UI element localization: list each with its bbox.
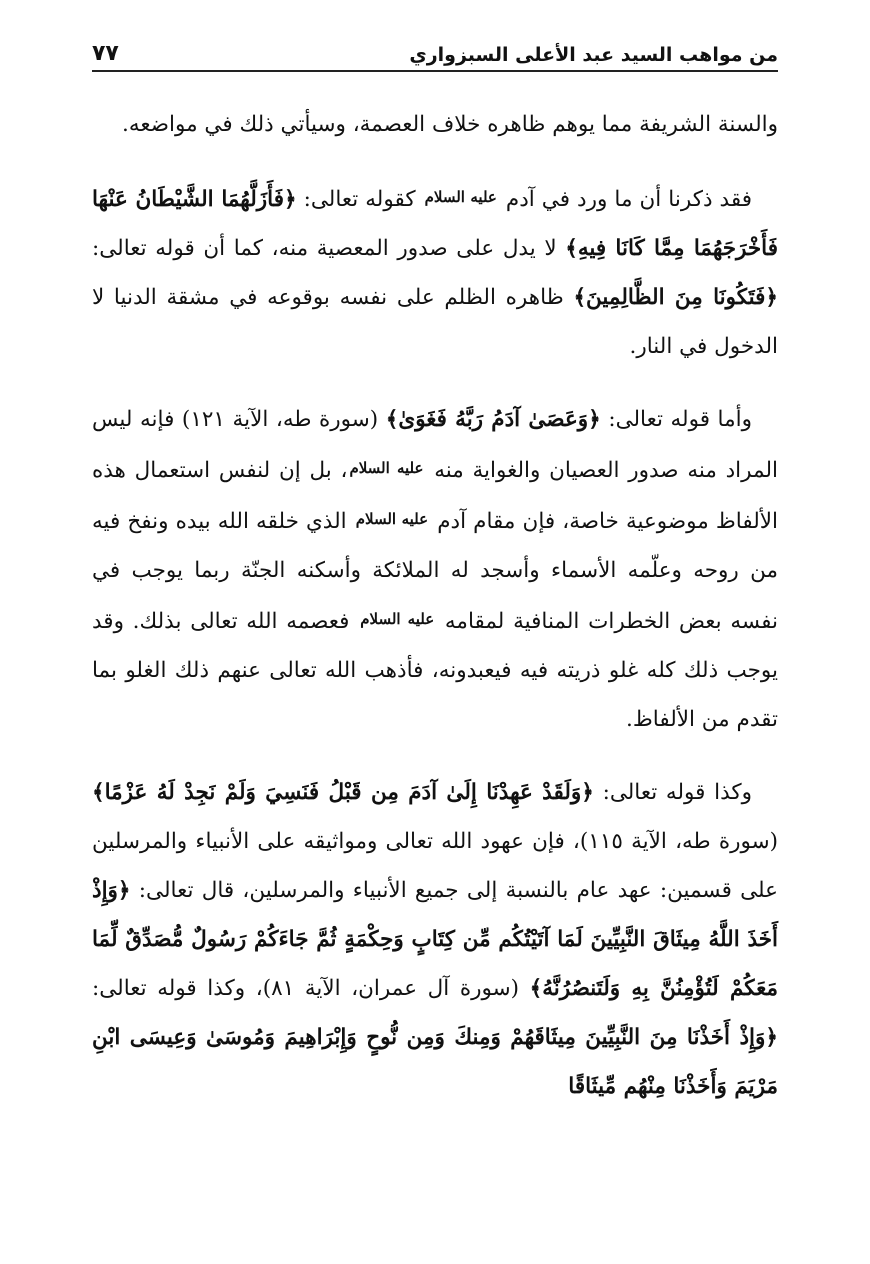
text-run: ، بل إن لنفس استعمال هذه الألفاظ موضوعية خاصة، فإن مقام آدم <box>92 458 778 534</box>
text-run: (سورة طه، الآية ١٢١) فإنه ليس المراد منه صدور العصيان والغواية منه <box>92 407 778 483</box>
quran-quote: ﴿فَتَكُونَا مِنَ الظَّالِمِينَ﴾ <box>573 285 778 310</box>
honorific-glyph: عليه السلام <box>355 510 429 528</box>
running-title: من مواهب السيد عبد الأعلى السبزواري <box>409 44 778 66</box>
text-run: فعصمه الله تعالى بذلك. وقد يوجب ذلك كله غلو ذريته فيه فيعبدونه، فأذهب الله تعالى عنهم ذلك الغلو بما تقدم من الألفاظ. <box>92 609 778 732</box>
text-run: فقد ذكرنا أن ما ورد في آدم <box>498 187 752 212</box>
body-text <box>92 100 778 1135</box>
quran-quote: ﴿وَإِذْ أَخَذَ اللَّهُ مِيثَاقَ النَّبِيِّينَ لَمَا آتَيْتُكُم مِّن كِتَابٍ وَحِكْمَةٍ ثُمَّ جَاءَكُمْ رَسُولٌ مُّصَدِّقٌ لِّمَا مَعَكُمْ لَتُؤْمِنُنَّ بِهِ وَلَتَنصُرُنَّهُ﴾ <box>92 878 779 1001</box>
honorific-glyph: عليه السلام <box>424 188 497 206</box>
text-run: الذي خلقه الله بيده ونفخ فيه من روحه وعلّمه الأسماء وأسجد له الملائكة وأسكنه الجنّة ربما يوجب في نفسه بعض الخطرات المنافية لمقامه <box>92 509 778 634</box>
text-run: (سورة آل عمران، الآية ٨١)، وكذا قوله تعالى: <box>92 976 530 1001</box>
paragraph-1 <box>92 100 778 149</box>
page-header <box>92 30 778 72</box>
honorific-glyph: عليه السلام <box>349 459 424 477</box>
text-run: والسنة الشريفة مما يوهم ظاهره خلاف العصمة، وسيأتي ذلك في مواضعه. <box>122 112 778 137</box>
paragraph-2 <box>92 173 778 371</box>
text-run: وكذا قوله تعالى: <box>593 780 752 805</box>
honorific-glyph: عليه السلام <box>360 610 435 628</box>
text-run: وأما قوله تعالى: <box>600 407 752 432</box>
page-number: ٧٧ <box>92 41 119 66</box>
paragraph-3 <box>92 395 778 744</box>
text-run: (سورة طه، الآية ١١٥)، فإن عهود الله تعالى ومواثيقه على الأنبياء والمرسلين على قسمين: عهد عام بالنسبة إلى جميع الأنبياء والمرسلين، قال تعالى: <box>92 829 778 903</box>
quran-quote: ﴿فَأَزَلَّهُمَا الشَّيْطَانُ عَنْهَا فَأَخْرَجَهُمَا مِمَّا كَانَا فِيهِ﴾ <box>92 187 778 261</box>
text-run: ظاهره الظلم على نفسه بوقوعه في مشقة الدنيا لا الدخول في النار. <box>92 285 778 359</box>
text-run: لا يدل على صدور المعصية منه، كما أن قوله تعالى: <box>92 236 566 261</box>
quran-quote: ﴿وَعَصَىٰ آدَمُ رَبَّهُ فَغَوَىٰ﴾ <box>385 407 601 432</box>
quran-quote: ﴿وَإِذْ أَخَذْنَا مِنَ النَّبِيِّينَ مِيثَاقَهُمْ وَمِنكَ وَمِن نُّوحٍ وَإِبْرَاهِيمَ وَمُوسَىٰ وَعِيسَى ابْنِ مَرْيَمَ وَأَخَذْنَا مِنْهُم مِّيثَاقًا <box>92 1025 778 1099</box>
text-run: كقوله تعالى: <box>296 187 423 212</box>
paragraph-4 <box>92 768 778 1111</box>
quran-quote: ﴿وَلَقَدْ عَهِدْنَا إِلَىٰ آدَمَ مِن قَبْلُ فَنَسِيَ وَلَمْ نَجِدْ لَهُ عَزْمًا﴾ <box>92 780 594 805</box>
